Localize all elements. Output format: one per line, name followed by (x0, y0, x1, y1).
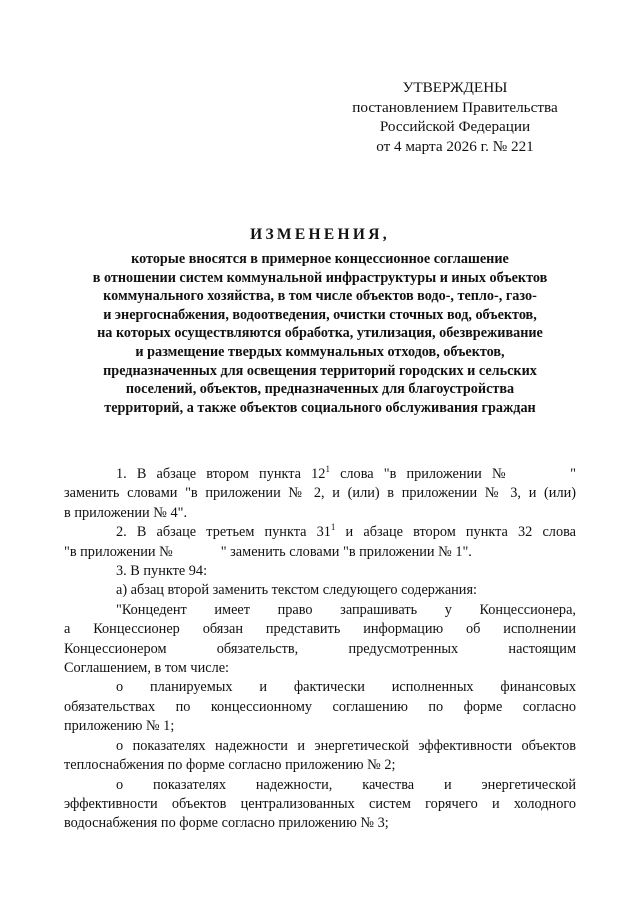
subtitle-line: на которых осуществляются обработка, утилизация, обезвреживание (97, 325, 543, 342)
quote-line: водоснабжения по форме согласно приложению № 3; (64, 815, 389, 832)
quote-line: приложению № 1; (64, 718, 175, 735)
subtitle-line: территорий, а также объектов социального обслуживания граждан (104, 399, 536, 416)
subtitle-line: в отношении систем коммунальной инфраструктуры и иных объектов (92, 269, 548, 286)
approval-block (352, 78, 558, 156)
text-run: 2. В абзаце третьем пункта 31 (116, 524, 331, 541)
approval-line: постановлением Правительства (352, 98, 558, 116)
text-run: "в приложении № (64, 543, 173, 560)
subtitle-line: предназначенных для освещения территорий городских и сельских (103, 362, 537, 379)
quote-line: теплоснабжения по форме согласно приложению № 2; (64, 757, 396, 774)
approval-date: от 4 марта 2026 г. № 221 (376, 137, 534, 155)
text-run: 1. В абзаце втором пункта 12 (116, 466, 326, 482)
item-2-line (64, 543, 576, 562)
quote-line: о планируемых и фактически исполненных финансовых (116, 679, 576, 696)
item-1-line: в приложении № 4". (64, 504, 188, 521)
quote-line: а Концессионер обязан представить информацию об исполнении (64, 621, 576, 638)
text-run: слова "в приложении № (329, 466, 513, 482)
quote-line: Соглашением, в том числе: (64, 660, 230, 677)
approval-heading: УТВЕРЖДЕНЫ (402, 79, 508, 96)
quote-line: обязательствах по концессионному соглашению по форме согласно (64, 698, 576, 715)
text-run: " (570, 466, 576, 482)
text-run: и абзаце втором пункта 32 слова (335, 524, 576, 541)
approval-line: Российской Федерации (379, 118, 531, 135)
quote-line: о показателях надежности и энергетической эффективности объектов (116, 737, 576, 754)
item-2-line (64, 523, 576, 542)
subtitle-line: коммунального хозяйства, в том числе объектов водо-, тепло-, газо- (103, 288, 537, 305)
superscript: 1 (330, 522, 336, 533)
subtitle-line: и размещение твердых коммунальных отходов, объектов, (135, 343, 505, 360)
document-body (64, 465, 576, 834)
text-run: " заменить словами "в приложении № 1". (220, 543, 472, 560)
quote-line: эффективности объектов централизованных систем горячего и холодного (64, 795, 576, 812)
subtitle-line: поселений, объектов, предназначенных для благоустройства (125, 381, 515, 398)
quote-line: Концессионером обязательств, предусмотренных настоящим (64, 640, 576, 657)
quote-line: о показателях надежности, качества и энергетической (116, 776, 576, 793)
quote-line: "Концедент имеет право запрашивать у Концессионера, (116, 601, 576, 618)
item-1-line (64, 465, 576, 484)
subtitle-line: которые вносятся в примерное концессионное соглашение (131, 251, 509, 267)
subtitle-line: и энергоснабжения, водоотведения, очистки сточных вод, объектов, (103, 306, 537, 323)
superscript: 1 (325, 464, 330, 474)
item-3-line: 3. В пункте 94: (116, 563, 208, 580)
item-3a-line: а) абзац второй заменить текстом следующего содержания: (116, 582, 478, 599)
document-title: ИЗМЕНЕНИЯ, (250, 226, 390, 243)
item-1-line: заменить словами "в приложении № 2, и (или) в приложении № 3, и (или) (64, 485, 576, 502)
document-subtitle (64, 250, 576, 417)
